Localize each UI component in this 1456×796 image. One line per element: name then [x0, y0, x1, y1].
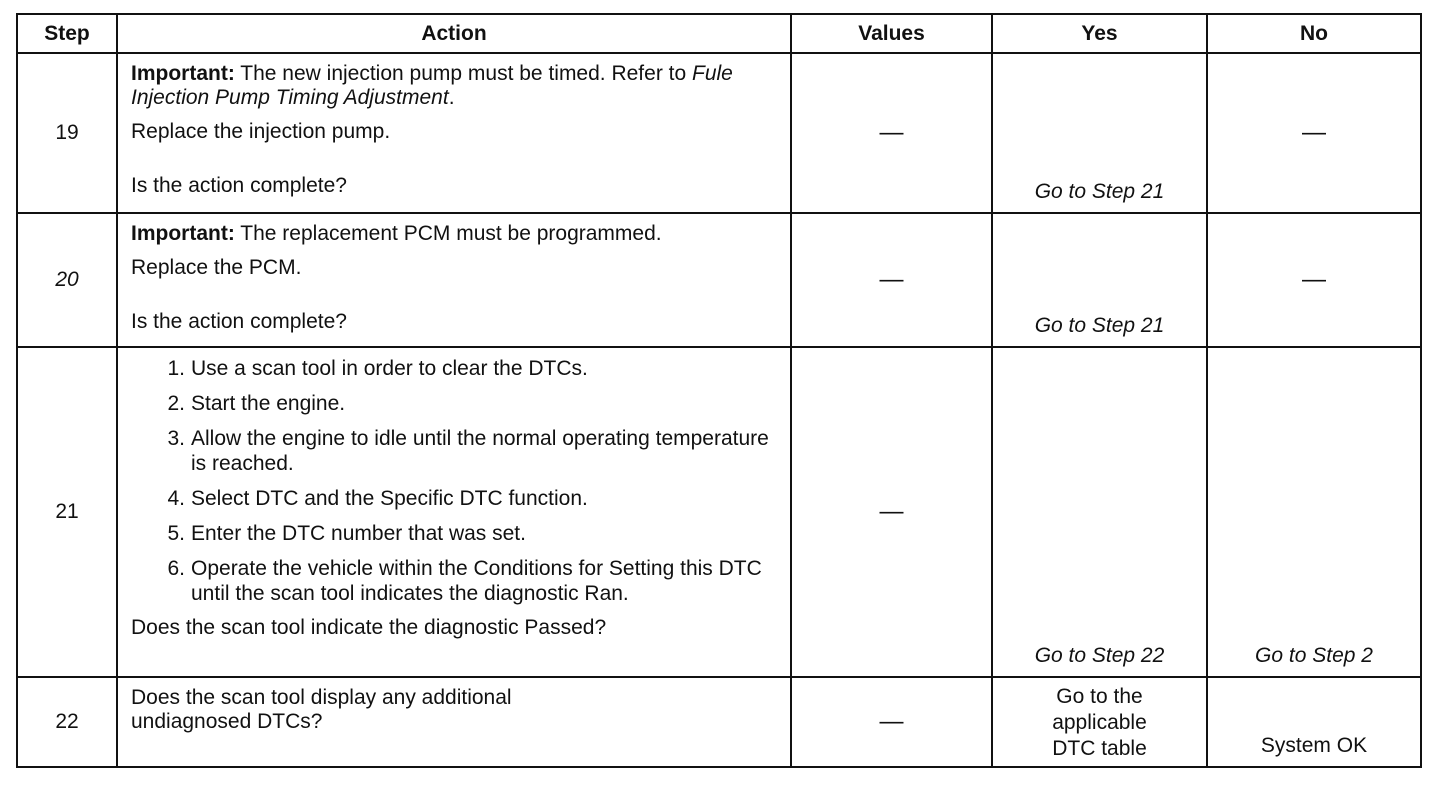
no-cell: Go to Step 2: [1207, 347, 1421, 677]
header-no: No: [1207, 14, 1421, 53]
values-cell: —: [791, 677, 992, 767]
yes-cell: Go to Step 21: [992, 53, 1207, 213]
header-values: Values: [791, 14, 992, 53]
values-cell: —: [791, 53, 992, 213]
question-text: Is the action complete?: [131, 174, 347, 197]
no-cell: —: [1207, 53, 1421, 213]
instruction-text: Replace the PCM.: [131, 256, 302, 279]
list-item: 1. Use a scan tool in order to clear the DTCs.: [167, 357, 588, 380]
table-row: [17, 53, 1421, 213]
important-note: Important: The replacement PCM must be programmed.: [131, 222, 662, 245]
yes-text: Go to the applicable DTC table: [1052, 685, 1147, 760]
no-cell: System OK: [1207, 677, 1421, 767]
values-cell: —: [791, 347, 992, 677]
header-action: Action: [117, 14, 791, 53]
question-text: Does the scan tool indicate the diagnostic Passed?: [131, 616, 607, 639]
action-cell: [117, 213, 791, 347]
question-text: Is the action complete?: [131, 310, 347, 333]
list-item: 2. Start the engine.: [167, 392, 346, 415]
step-number: 22: [17, 677, 117, 767]
header-yes: Yes: [992, 14, 1207, 53]
diagnostic-table: [16, 13, 1422, 768]
procedure-list: [131, 356, 778, 606]
yes-cell: Go to Step 21: [992, 213, 1207, 347]
step-number: 21: [17, 347, 117, 677]
step-number: 19: [17, 53, 117, 213]
instruction-text: Replace the injection pump.: [131, 120, 391, 143]
list-item: 4. Select DTC and the Specific DTC function.: [167, 487, 588, 510]
table-row: [17, 347, 1421, 677]
important-note: Important: The new injection pump must be timed. Refer to Fule Injection Pump Timing Adjustment.: [131, 62, 733, 109]
list-item: 6. Operate the vehicle within the Conditions for Setting this DTC until the scan tool indicates the diagnostic Ran.: [167, 557, 762, 605]
yes-cell: Go to Step 22: [992, 347, 1207, 677]
header-step: Step: [17, 14, 117, 53]
header-row: [17, 14, 1421, 53]
list-item: 5. Enter the DTC number that was set.: [167, 522, 526, 545]
action-cell: [117, 347, 791, 677]
no-cell: —: [1207, 213, 1421, 347]
table-row: [17, 677, 1421, 767]
action-cell: [117, 677, 791, 767]
table-row: [17, 213, 1421, 347]
question-text: Does the scan tool display any additional undiagnosed DTCs?: [131, 686, 512, 733]
action-cell: [117, 53, 791, 213]
values-cell: —: [791, 213, 992, 347]
yes-cell: [992, 677, 1207, 767]
step-number: 20: [17, 213, 117, 347]
list-item: 3. Allow the engine to idle until the normal operating temperature is reached.: [167, 427, 769, 475]
